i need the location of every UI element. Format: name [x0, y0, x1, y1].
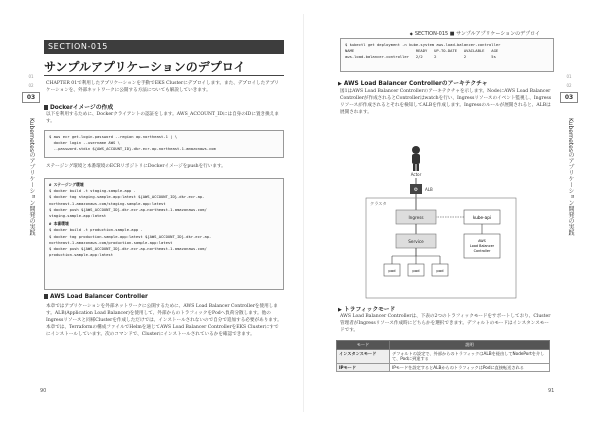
chapter-tab-current: 03 — [22, 92, 40, 103]
table-cell-mode: インスタンスモード — [337, 350, 390, 364]
kube-api-label: kube-api — [472, 215, 492, 220]
heading-docker-label: Dockerイメージの作成 — [50, 105, 114, 111]
pod-label-2: pod — [412, 268, 420, 273]
left-side-vertical-title: Kubernetesのアプリケーション開発の実践 — [28, 118, 35, 236]
service-label: Service — [408, 239, 424, 244]
left-side-tab — [22, 70, 40, 103]
pod-label-3: pod — [436, 268, 444, 273]
code-comment-production: # 本番環境 — [49, 221, 69, 227]
controller-label-line2: Load Balancer — [469, 244, 495, 248]
running-head — [410, 30, 540, 37]
table-cell-mode: IPモード — [337, 363, 390, 371]
section-label: SECTION-015 — [44, 40, 284, 54]
table-header-mode: モード — [337, 341, 390, 350]
title-rule — [44, 75, 284, 76]
page-number-right: 91 — [548, 388, 555, 394]
docker-paragraph-2: ステージング環境と本番環境のECRリポジトリにDockerイメージをpushを行います。 — [46, 164, 226, 169]
heading-architecture — [338, 78, 488, 87]
controller-label-line3: Controller — [473, 249, 491, 253]
code-production: $ docker build -t production-sample-app . $ docker tag production-sample-app:latest ${AWS_ACCOUNT_ID}.dkr.ecr.ap- northeast-1.amazonaws.com/production-sample-app:latest $ docker push ${AWS_ACCOUNT_ID}.dkr.ecr.ap-northeast-1.amazonaws.com/ production-sample-app:latest — [49, 227, 212, 258]
code-block-kubectl: $ kubectl get deployment -n kube-system aws-load-balancer-controller NAME READY UP-TO-DATE AVAILABLE AGE aws-load-balancer-controller 2/2 2 2 5s — [340, 38, 554, 72]
code-block-login: $ aws ecr get-login-password --region ap-northeast-1 | \ docker login --username AWS \ --password-stdin ${AWS_ACCOUNT_ID}.dkr.ecr.ap-northeast-1.amazonaws.com — [44, 130, 284, 158]
table-row — [337, 350, 550, 364]
heading-docker — [44, 102, 113, 111]
heading-architecture-label: AWS Load Balancer Controllerのアーキテクチャ — [343, 81, 488, 87]
heading-square-icon — [44, 105, 48, 110]
table-cell-description: デフォルトの設定で、外部からのトラフィックはALBを経由してNodePortを介して、Podに到達する — [390, 350, 550, 364]
alb-label: ALB — [425, 187, 433, 192]
code-comment-staging: # ステージング環境 — [49, 182, 84, 187]
cluster-label: クラスタ — [370, 201, 387, 206]
actor-label: Actor — [410, 172, 422, 177]
pod-label-1: pod — [388, 268, 396, 273]
chapter-tab-02: 02 — [566, 83, 572, 88]
heading-alb — [44, 294, 148, 300]
controller-label-line1: AWS — [478, 239, 486, 243]
intro-paragraph: CHAPTER 01で利用したアプリケーションを手動でEKS Clusterにデプロイします。また、デプロイしたアプリケーションを、外部ネットワークに公開する方法についても解説していきます。 — [46, 81, 279, 93]
traffic-mode-table — [336, 340, 550, 372]
alb-paragraph: 本章ではアプリケーションを外部ネットワークに公開するために、AWS Load Balancer Controllerを使用します。ALB(Application Load Balancer)を使用して、外部からのトラフィックをPodへ負荷分散します。他のIngressリソースと同様Clusterを作成しただけでは、インストールされないので自分で追加する必要があります。 本章では、Terraformの構成ファイルでHelmを通じてAWS Load Balancer ControllerをEKS Clusterにすでにインストールしています。次のコマンドで、Clusterにインストールされているかを確認できます。 — [46, 304, 282, 337]
table-header-description: 説明 — [390, 341, 550, 350]
right-side-tab — [560, 70, 578, 103]
traffic-paragraph: AWS Load Balancer Controllerは、下表の2つのトラフィックモードをサポートしており、Cluster管理者がIngressリソース作成時にどちらかを選択できます。デフォルトのモードはインスタンスモードです。 — [340, 314, 551, 333]
triangle-bullet-icon: ▶ — [338, 81, 342, 87]
code-block-push — [44, 178, 284, 290]
page-title: サンプルアプリケーションのデプロイ — [44, 60, 246, 74]
heading-alb-label: AWS Load Balancer Controller — [50, 294, 148, 300]
ingress-label: Ingress — [408, 215, 424, 220]
heading-traffic — [338, 304, 395, 313]
chapter-tab-01: 01 — [566, 74, 572, 79]
chapter-tab-01: 01 — [28, 74, 34, 79]
docker-paragraph-1: 以下を利用するために、Dockerクライアントの認証をします。AWS_ACCOUNT_IDには自身のIDに置き換えます。 — [46, 112, 279, 124]
triangle-bullet-icon: ▶ — [338, 307, 342, 313]
architecture-paragraph: 図1はAWS Load Balancer Controllerのアーキテクチャを示します。NodeにAWS Load Balancer Controllerが作成されるとControllerはwatchを行い、Ingressリソースのイベント監視し、Ingressリソースが作成されるとそれを検知してALBを作成します。Ingressのルールが展開されると、ALBは展開されます。 — [340, 89, 552, 115]
right-side-vertical-title: Kubernetesのアプリケーション開発の実践 — [567, 118, 574, 236]
alb-glyph: ⚙ — [413, 187, 419, 193]
running-head-label: SECTION-015 ■ サンプルアプリケーションのデプロイ — [414, 31, 540, 37]
table-cell-description: IPモードを設定するとALBからのトラフィックはPodに直接転送される — [390, 363, 550, 371]
table-row — [337, 363, 550, 371]
chapter-tab-current: 03 — [560, 92, 578, 103]
gutter — [303, 14, 304, 412]
code-staging: $ docker build -t staging-sample-app . $ docker tag staging-sample-app:latest ${AWS_ACCOUNT_ID}.dkr.ecr.ap- northeast-1.amazonaws.com/staging-sample-app:latest $ docker push ${AWS_ACCOUNT_ID}.dkr.ecr.ap-northeast-1.amazonaws.com/ staging-sample-app:latest — [49, 188, 207, 219]
chapter-tab-02: 02 — [28, 83, 34, 88]
diamond-icon: ◆ — [409, 31, 413, 36]
architecture-diagram — [340, 142, 540, 300]
heading-traffic-label: トラフィックモード — [343, 307, 396, 313]
actor-icon — [412, 146, 420, 171]
page-number-left: 90 — [40, 388, 47, 394]
heading-square-icon — [44, 294, 48, 299]
